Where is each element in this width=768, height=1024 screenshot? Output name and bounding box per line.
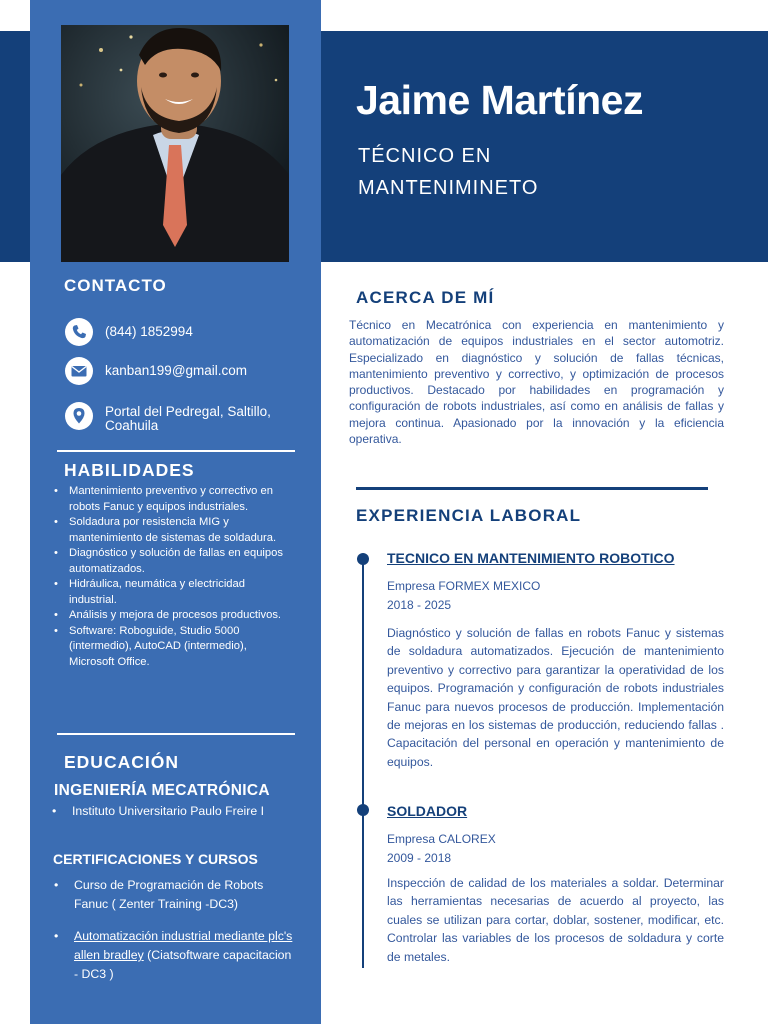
timeline-dot: [357, 553, 369, 565]
divider: [57, 733, 295, 735]
job-title: TECNICO EN MANTENIMIENTO ROBOTICO: [387, 550, 675, 566]
skill-item: • Soldadura por resistencia MIG y mantenimiento de sistemas de soldadura.: [54, 515, 294, 546]
job-description: Diagnóstico y solución de fallas en robots Fanuc y sistemas de soldadura automatizados. Ejecución de mantenimiento preventivo y correctivo para garantizar la operatividad de los equipos. Programación y configuración de robots industriales Fanuc para nuevos procesos de producción. Implementación de mejoras en los sistemas de producción, reduciendo fallas . Capacitación del personal en operación y mantenimiento de equipos.: [387, 626, 724, 769]
job-title-line-1: TÉCNICO EN: [358, 145, 492, 167]
phone-number[interactable]: (844) 1852994: [105, 324, 193, 339]
certifications-list: [54, 876, 294, 984]
certification-item: [54, 927, 294, 984]
email-icon: [65, 357, 93, 385]
address-line-2: Coahuila: [105, 418, 159, 433]
certification-item: • Curso de Programación de Robots Fanuc ( Zenter Training -DC3): [54, 876, 294, 914]
skills-list: [54, 484, 294, 670]
degree-title: INGENIERÍA MECATRÓNICA: [54, 782, 270, 799]
education-heading: EDUCACIÓN: [64, 752, 179, 772]
job-description: Inspección de calidad de los materiales a soldar. Determinar las herramientas necesarias de acuerdo al proyecto, las cuales se utilizan para cortar, doblar, sostener, modificar, etc. Controlar las variables de los procesos de soldadura y corte de metales.: [387, 876, 724, 964]
timeline-line: [362, 560, 364, 968]
divider: [356, 487, 708, 490]
location-pin-icon: [65, 402, 93, 430]
skill-item: • Hidráulica, neumática y electricidad industrial.: [54, 577, 294, 608]
experience-heading: EXPERIENCIA LABORAL: [356, 506, 582, 525]
certifications-heading: CERTIFICACIONES Y CURSOS: [53, 851, 258, 867]
job-title-line-2: MANTENIMINETO: [358, 177, 539, 199]
skill-item: • Diagnóstico y solución de fallas en equipos automatizados.: [54, 546, 294, 577]
contact-heading: CONTACTO: [64, 276, 167, 295]
certification-provider: (Ciatsoftware capacitacion - DC3 ): [74, 948, 292, 981]
timeline-dot: [357, 804, 369, 816]
job-title: SOLDADOR: [387, 803, 468, 819]
email-address[interactable]: kanban199@gmail.com: [105, 363, 248, 378]
profile-photo: [61, 25, 289, 262]
skills-heading: HABILIDADES: [64, 460, 195, 480]
institution: • Instituto Universitario Paulo Freire I: [52, 802, 297, 821]
job-period: 2009 - 2018: [387, 851, 452, 865]
education-list: [52, 802, 297, 821]
skill-item: • Mantenimiento preventivo y correctivo en robots Fanuc y equipos industriales.: [54, 484, 294, 515]
job-company: Empresa FORMEX MEXICO: [387, 579, 541, 593]
about-heading: ACERCA DE MÍ: [356, 288, 495, 307]
address-line-1: Portal del Pedregal, Saltillo,: [105, 404, 271, 419]
phone-icon: [65, 318, 93, 346]
job-period: 2018 - 2025: [387, 598, 452, 612]
skill-item: • Software: Roboguide, Studio 5000 (intermedio), AutoCAD (intermedio), Microsoft Office.: [54, 624, 294, 671]
certification-link[interactable]: Automatización industrial mediante plc's allen bradley: [74, 929, 293, 962]
candidate-name: Jaime Martínez: [356, 77, 643, 123]
job-company: Empresa CALOREX: [387, 832, 496, 846]
divider: [57, 450, 295, 452]
about-text: Técnico en Mecatrónica con experiencia en mantenimiento y automatización de equipos industriales en el sector automotriz. Especializado en diagnóstico y solución de fallas técnicas, mantenimiento preventivo y correctivo, y optimización de procesos productivos. Destacado por habilidades en programación y configuración de robots industriales, así como en análisis de fallas y mejora continua. Apasionado por la innovación y la eficiencia operativa.: [349, 318, 724, 447]
skill-item: • Análisis y mejora de procesos productivos.: [54, 608, 294, 624]
